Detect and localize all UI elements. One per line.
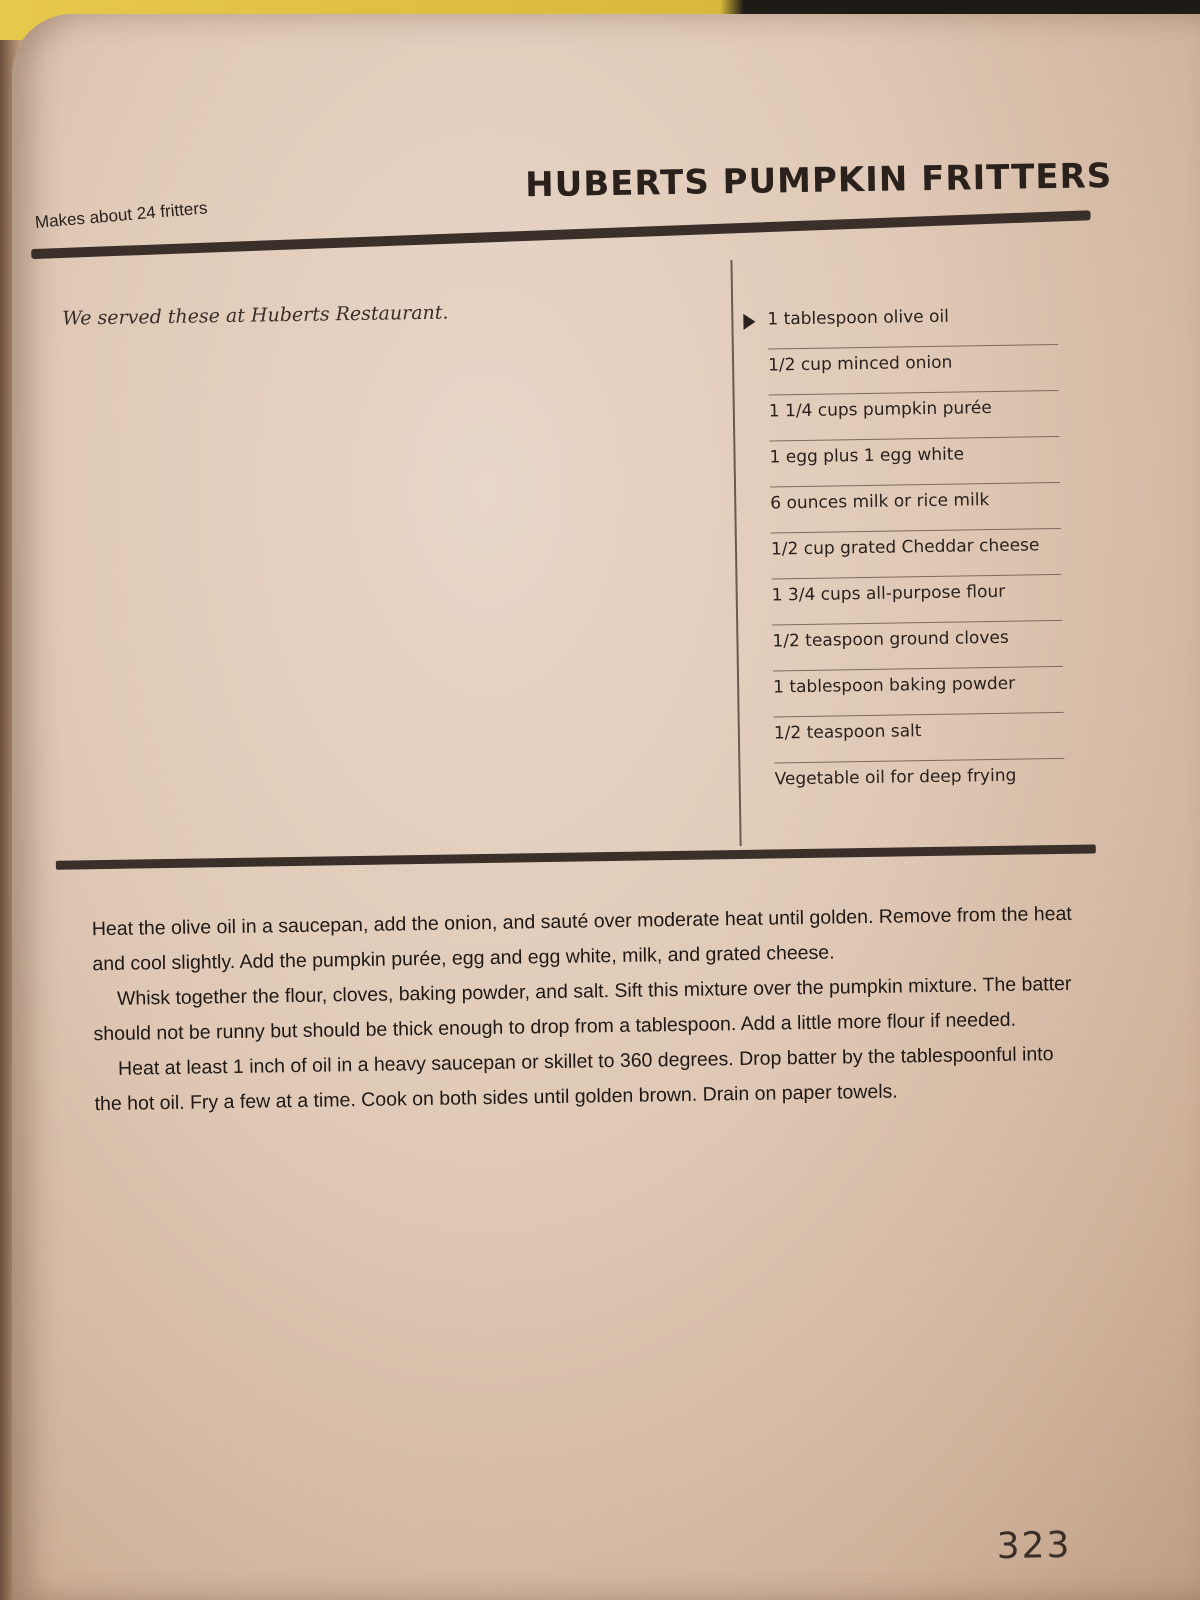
recipe-method (92, 897, 1075, 1122)
ingredient-item (774, 759, 1065, 810)
ingredient-item (771, 575, 1062, 626)
ingredient-text: 1 tablespoon baking powder (773, 673, 1016, 698)
recipe-title: HUBERTS PUMPKIN FRITTERS (524, 156, 1113, 206)
page-number: 323 (996, 1524, 1072, 1568)
method-paragraph: Heat at least 1 inch of oil in a heavy saucepan or skillet to 360 degrees. Drop batter by the tablespoonful into the hot oil. Fry a few at a time. Cook on both sides until golden brown. Drain on paper towels. (94, 1043, 1054, 1116)
ingredient-text: 1/2 teaspoon salt (773, 721, 922, 744)
ingredient-item (767, 299, 1058, 350)
method-paragraph: Heat the olive oil in a saucepan, add the onion, and sauté over moderate heat until golden. Remove from the heat and cool slightly. Add the pumpkin purée, egg and egg white, milk, and grated cheese. (91, 902, 1072, 976)
section-rule (56, 844, 1096, 869)
page-content (12, 14, 1200, 1600)
ingredient-text: 1 1/4 cups pumpkin purée (768, 398, 992, 422)
ingredient-item (770, 483, 1061, 534)
ingredient-text: 1/2 cup grated Cheddar cheese (770, 535, 1040, 560)
ingredient-item (772, 621, 1063, 672)
book-page (12, 14, 1200, 1600)
ingredient-text: 1 egg plus 1 egg white (769, 444, 965, 468)
ingredient-text: 1 3/4 cups all-purpose flour (771, 581, 1006, 606)
ingredient-text: Vegetable oil for deep frying (774, 765, 1017, 790)
ingredient-item (774, 713, 1065, 764)
ingredient-text: 1 tablespoon olive oil (767, 306, 950, 330)
ingredient-item (773, 667, 1064, 718)
column-divider (730, 260, 741, 846)
ingredient-item (768, 345, 1059, 396)
ingredient-item (769, 391, 1060, 442)
ingredient-item (771, 529, 1062, 580)
ingredient-list (767, 299, 1065, 809)
method-paragraph: Whisk together the flour, cloves, baking powder, and salt. Sift this mixture over the pumpkin mixture. The batter should not be runny but should be thick enough to drop from a tablespoon. Add a little more flour if needed. (93, 972, 1072, 1046)
ingredient-item (769, 437, 1060, 488)
ingredient-text: 6 ounces milk or rice milk (770, 490, 990, 514)
ingredient-text: 1/2 teaspoon ground cloves (772, 627, 1009, 652)
recipe-intro: We served these at Huberts Restaurant. (62, 301, 449, 330)
ingredient-text: 1/2 cup minced onion (767, 352, 953, 376)
recipe-yield: Makes about 24 fritters (34, 198, 209, 233)
triangle-arrow-icon (743, 314, 755, 330)
